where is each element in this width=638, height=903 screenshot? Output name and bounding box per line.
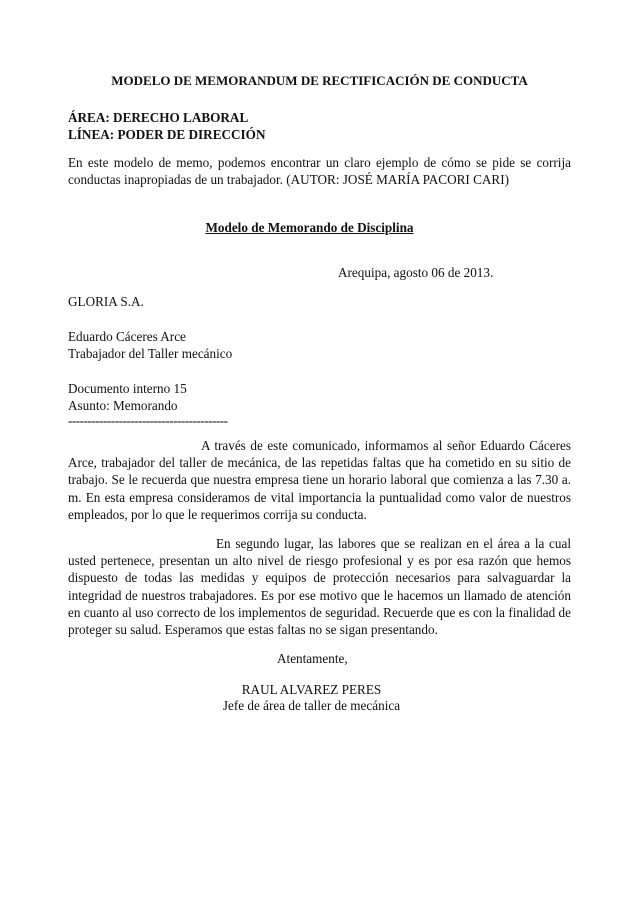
linea-heading: LÍNEA: PODER DE DIRECCIÓN: [68, 127, 266, 142]
closing-salutation: Atentamente,: [277, 651, 348, 666]
company-name: GLORIA S.A.: [68, 294, 144, 309]
document-number: Documento interno 15: [68, 381, 187, 396]
recipient-role: Trabajador del Taller mecánico: [68, 346, 233, 361]
memo-subject: Asunto: Memorando: [68, 398, 178, 413]
memo-subtitle: Modelo de Memorando de Disciplina: [205, 220, 414, 235]
paragraph-1-text: A través de este comunicado, informamos al señor Eduardo Cáceres Arce, trabajador del taller de mecánica, de las repetidas faltas que ha cometido en su sitio de trabajo. Se le recuerda que nuestra empresa tiene un horario laboral que comienza a las 7.30 a. m. En esta empresa consideramos de vital importancia la puntualidad como valor de nuestros empleados, por lo que le requerimos corrija su conducta.: [68, 438, 571, 522]
paragraph-2-text: En segundo lugar, las labores que se realizan en el área a la cual usted pertenece, presentan un alto nivel de riesgo profesional y es por esa razón que hemos dispuesto de todas las medidas y equipos de protección necesarios para salvaguardar la integridad de nuestros trabajadores. Es por ese motivo que le hacemos un llamado de atención en cuanto al uso correcto de los implementos de seguridad. Recuerde que es con la finalidad de proteger su salud. Esperamos que estas faltas no se sigan presentando.: [68, 536, 571, 638]
recipient-name: Eduardo Cáceres Arce: [68, 329, 186, 344]
body-paragraph-1: [68, 437, 571, 523]
intro-paragraph: En este modelo de memo, podemos encontrar un claro ejemplo de cómo se pide se corrija conductas inapropiadas de un trabajador. (AUTOR: JOSÉ MARÍA PACORI CARI): [68, 155, 571, 188]
document-title: MODELO DE MEMORANDUM DE RECTIFICACIÓN DE CONDUCTA: [111, 73, 528, 88]
separator-line: -----------------------------------------: [68, 413, 228, 428]
area-heading: ÁREA: DERECHO LABORAL: [68, 110, 249, 125]
body-paragraph-2: [68, 535, 571, 638]
date-line: Arequipa, agosto 06 de 2013.: [338, 265, 494, 280]
signer-name: RAUL ALVAREZ PERES: [241, 682, 382, 697]
signer-role: Jefe de área de taller de mecánica: [222, 698, 401, 713]
